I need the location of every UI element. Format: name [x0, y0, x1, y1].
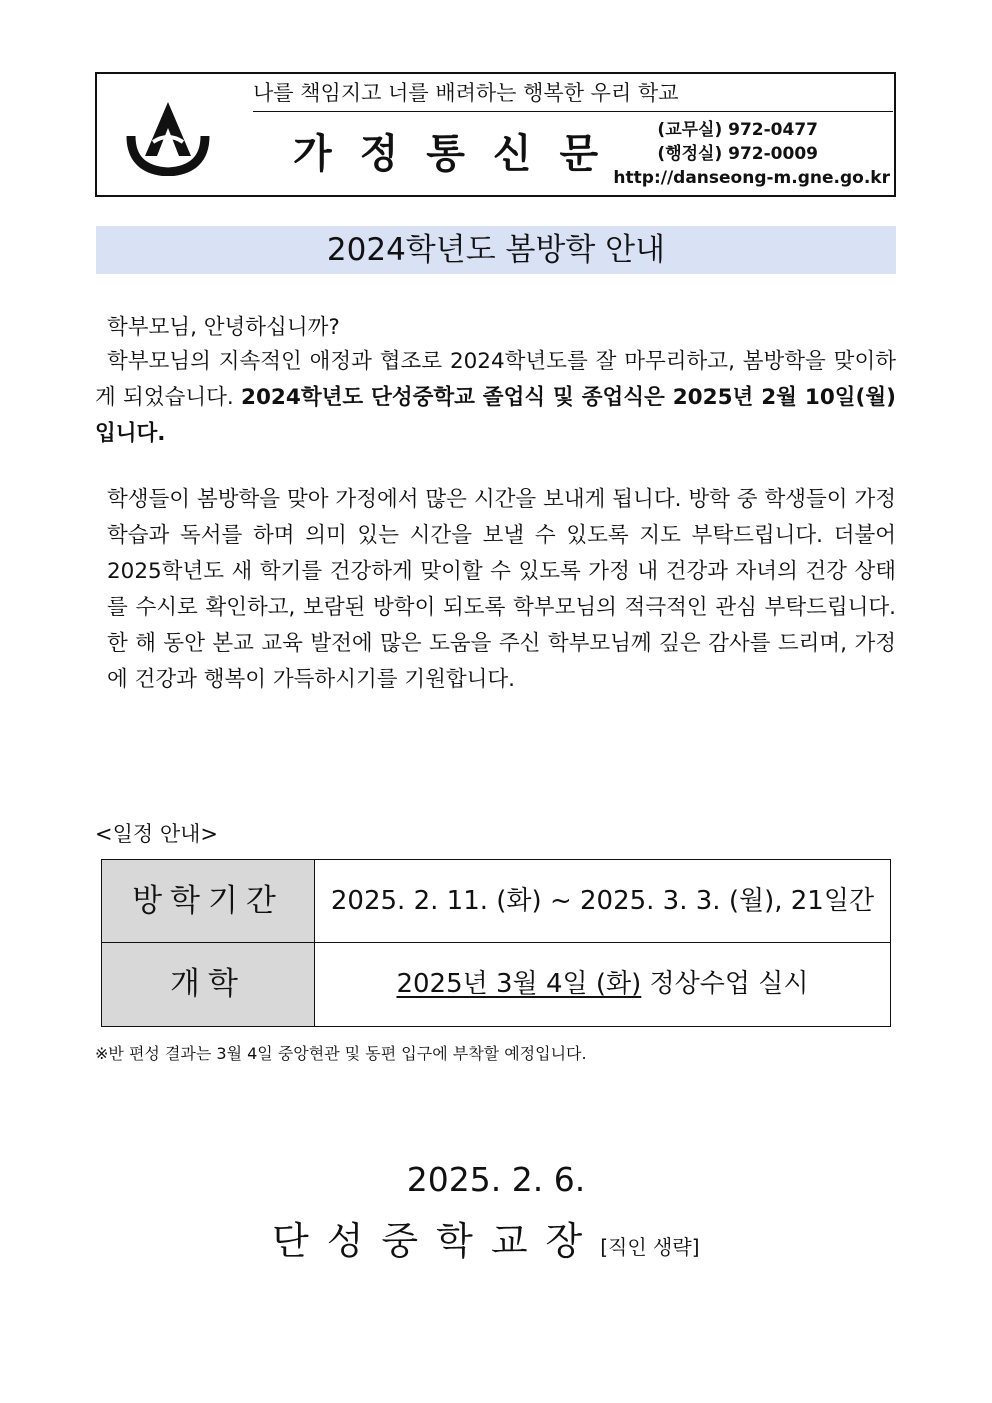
admin-office-phone: (행정실) 972-0009: [657, 144, 819, 164]
issue-date: 2025. 2. 6.: [406, 1160, 586, 1199]
school-motto: 나를 책임지고 너를 배려하는 행복한 우리 학교: [253, 78, 893, 112]
principal-title: 단성중학교장: [272, 1219, 601, 1263]
letterhead: [95, 72, 896, 197]
contact-info: [613, 118, 890, 190]
school-emblem-icon: [123, 96, 213, 176]
paragraph-1: [95, 344, 896, 452]
vacation-period-value: 2025. 2. 11. (화) ~ 2025. 3. 3. (월), 21일간: [330, 886, 875, 916]
schedule-label: <일정 안내>: [95, 822, 219, 846]
vacation-period-header: 방학기간: [102, 860, 315, 942]
table-row: [102, 943, 890, 1026]
school-website-link[interactable]: http://danseong-m.gne.go.kr: [613, 168, 890, 188]
schedule-table: [101, 859, 891, 1027]
paragraph-1-lead: 학부모님의 지속적인 애정과 협조로 2024학년도를 잘 마무리하고, 봄방학을 맞이하게 되었습니다.: [95, 349, 896, 410]
school-opening-value: [315, 943, 890, 1026]
table-row: [102, 860, 890, 943]
greeting: 학부모님, 안녕하십니까?: [107, 315, 340, 340]
signature-block: [272, 1216, 700, 1272]
paragraph-1-graduation: 2024학년도 단성중학교 졸업식 및 종업식은 2025년 2월 10일(월)입니다.: [95, 385, 896, 446]
school-opening-header: 개학: [102, 943, 315, 1026]
paragraph-2: 학생들이 봄방학을 맞아 가정에서 많은 시간을 보내게 됩니다. 방학 중 학생들이 가정 학습과 독서를 하며 의미 있는 시간을 보낼 수 있도록 지도 부탁드립니다. 더불어 2025학년도 새 학기를 건강하게 맞이할 수 있도록 가정 내 건강과 자녀의 건강 상태를 수시로 확인하고, 보람된 방학이 되도록 학부모님의 적극적인 관심 부탁드립니다. 한 해 동안 본교 교육 발전에 많은 도움을 주신 학부모님께 깊은 감사를 드리며, 가정에 건강과 행복이 가득하시기를 기원합니다.: [107, 487, 896, 692]
opening-note: 정상수업 실시: [641, 969, 809, 999]
academic-office-phone: (교무실) 972-0477: [657, 120, 819, 140]
document-title: 2024학년도 봄방학 안내: [96, 226, 896, 274]
seal-omitted-note: [직인 생략]: [600, 1235, 700, 1259]
class-assignment-note: ※반 편성 결과는 3월 4일 중앙현관 및 동편 입구에 부착할 예정입니다.: [95, 1044, 587, 1063]
newsletter-masthead: 가정통신문: [293, 131, 627, 177]
opening-date: 2025년 3월 4일 (화): [396, 969, 642, 999]
